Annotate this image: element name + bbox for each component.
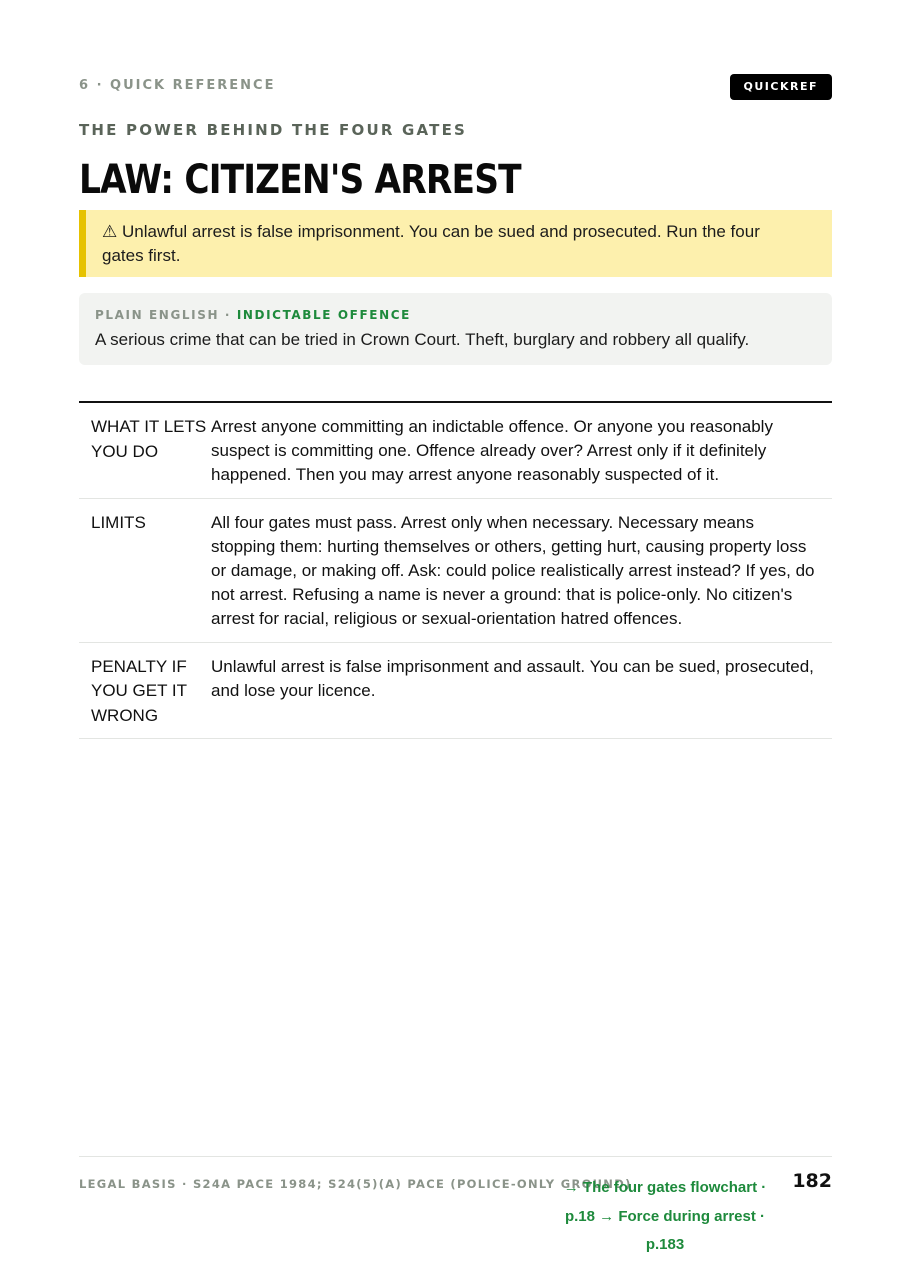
row-label: LIMITS: [91, 512, 146, 532]
row-text: All four gates must pass. Arrest only when necessary. Necessary means stopping them: hurting themselves or others, getting hurt, causing property loss or damage, or making off. Ask: could police realistically arrest instead? If yes, do not arrest. Refusing a name is never a ground: that is police-only. No citizen's arrest for racial, religious or sexual-orientation hatred offences.: [211, 512, 815, 629]
table-row: [79, 403, 832, 499]
plain-english-term: INDICTABLE OFFENCE: [236, 308, 411, 322]
page-kicker: THE POWER BEHIND THE FOUR GATES: [79, 121, 468, 139]
warning-callout: [79, 210, 832, 277]
page-title: LAW: CITIZEN'S ARREST: [79, 157, 521, 203]
link-force-during-arrest[interactable]: → Force during arrest · p.183: [599, 1207, 766, 1253]
table-row: [79, 499, 832, 643]
warning-text: Unlawful arrest is false imprisonment. You can be sued and prosecuted. Run the four gates first.: [102, 222, 760, 265]
section-eyebrow: 6 · QUICK REFERENCE: [79, 78, 276, 93]
page-number: 182: [792, 1170, 832, 1192]
table-row: [79, 643, 832, 740]
plain-english-label: [95, 307, 816, 323]
legal-basis: LEGAL BASIS · S24A PACE 1984; S24(5)(A) PACE (POLICE-ONLY GROUND): [79, 1177, 632, 1191]
law-table: [79, 401, 832, 739]
cross-reference-links: [553, 1174, 777, 1260]
plain-english-definition: A serious crime that can be tried in Crown Court. Theft, burglary and robbery all qualify.: [95, 330, 750, 349]
warning-icon: ⚠: [102, 222, 118, 241]
row-text: Arrest anyone committing an indictable offence. Or anyone you reasonably suspect is committing one. Offence already over? Arrest only if it definitely happened. Then you may arrest anyone reasonably suspected of it.: [211, 417, 773, 485]
row-label: WHAT IT LETS YOU DO: [91, 417, 207, 461]
page-footer: [79, 1156, 832, 1253]
quickref-badge: QUICKREF: [730, 74, 832, 100]
row-label: PENALTY IF YOU GET IT WRONG: [91, 656, 187, 725]
plain-english-prefix: PLAIN ENGLISH ·: [95, 308, 237, 322]
row-text: Unlawful arrest is false imprisonment and assault. You can be sued, prosecuted, and lose your licence.: [211, 656, 814, 700]
page: [79, 0, 832, 1278]
link-four-gates-flowchart[interactable]: → The four gates flowchart · p.18: [563, 1179, 767, 1225]
plain-english-box: [79, 293, 832, 365]
